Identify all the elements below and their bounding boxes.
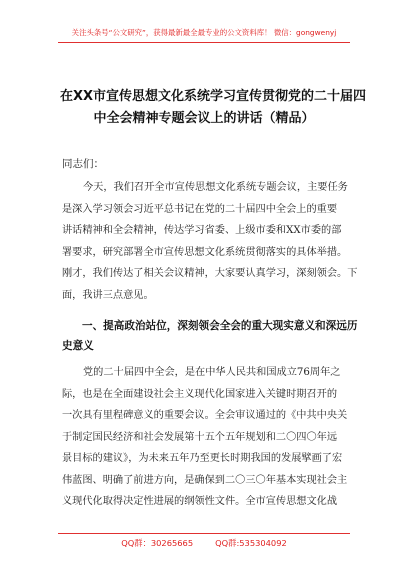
page-footer: [0, 537, 408, 549]
title-line-2: 中全会精神专题会议上的讲话（精品）: [93, 111, 315, 126]
footer-divider: [58, 533, 350, 534]
paragraph-line: 讲话精神和全会精神，传达学习省委、上级市委和XX市委的部: [62, 225, 342, 236]
document-title: [60, 86, 367, 130]
paragraph-line: 刚才，我们传达了相关会议精神，大家要认真学习，深刻领会。下: [62, 268, 358, 279]
header-divider: [58, 42, 350, 43]
paragraph-line: 景目标的建议》，为未来五年乃至更长时期我国的发展擘画了宏: [62, 453, 343, 464]
paragraph-line: 义现代化取得决定性进展的纲领性文件。全市宣传思想文化战: [62, 496, 338, 507]
paragraph-line: 于制定国民经济和社会发展第十五个五年规划和二〇四〇年远: [62, 431, 338, 443]
title-line-1: 在XX市宣传思想文化系统学习宣传贯彻党的二十届四: [60, 89, 367, 104]
heading-line-2: 史意义: [62, 340, 94, 352]
section-heading-1: [62, 316, 358, 356]
paragraph-line: 党的二十届四中全会，是在中华人民共和国成立76周年之: [83, 367, 341, 378]
paragraph-section-1: [62, 362, 352, 513]
footer-qq-group-2: QQ群:535304092: [215, 538, 287, 548]
paragraph-line: 署要求，研究部署全市宣传思想文化系统贯彻落实的具体举措。: [62, 246, 348, 258]
heading-line-1: 一、提高政治站位，深刻领会全会的重大现实意义和深远历: [82, 320, 358, 332]
paragraph-line: 今天，我们召开全市宣传思想文化系统专题会议，主要任务: [83, 182, 348, 193]
salutation: 同志们：: [62, 158, 104, 170]
paragraph-line: 是深入学习领会习近平总书记在党的二十届四中全会上的重要: [62, 203, 338, 215]
promo-banner: 关注头条号“公文研究”，获得最新最全最专业的公文资料库！ 微信：gongwenyj: [71, 28, 337, 37]
paragraph-intro: [62, 177, 358, 306]
paragraph-line: 面，我讲三点意见。: [62, 289, 154, 301]
paragraph-line: 伟蓝图、明确了前进方向，是确保到二〇三〇年基本实现社会主: [62, 474, 348, 486]
footer-qq-group-1: QQ群：30265665: [121, 538, 194, 548]
paragraph-line: 一次具有里程碑意义的重要会议。全会审议通过的《中共中央关: [62, 410, 348, 421]
paragraph-line: 际，也是在全面建设社会主义现代化国家进入关键时期召开的: [62, 388, 338, 400]
